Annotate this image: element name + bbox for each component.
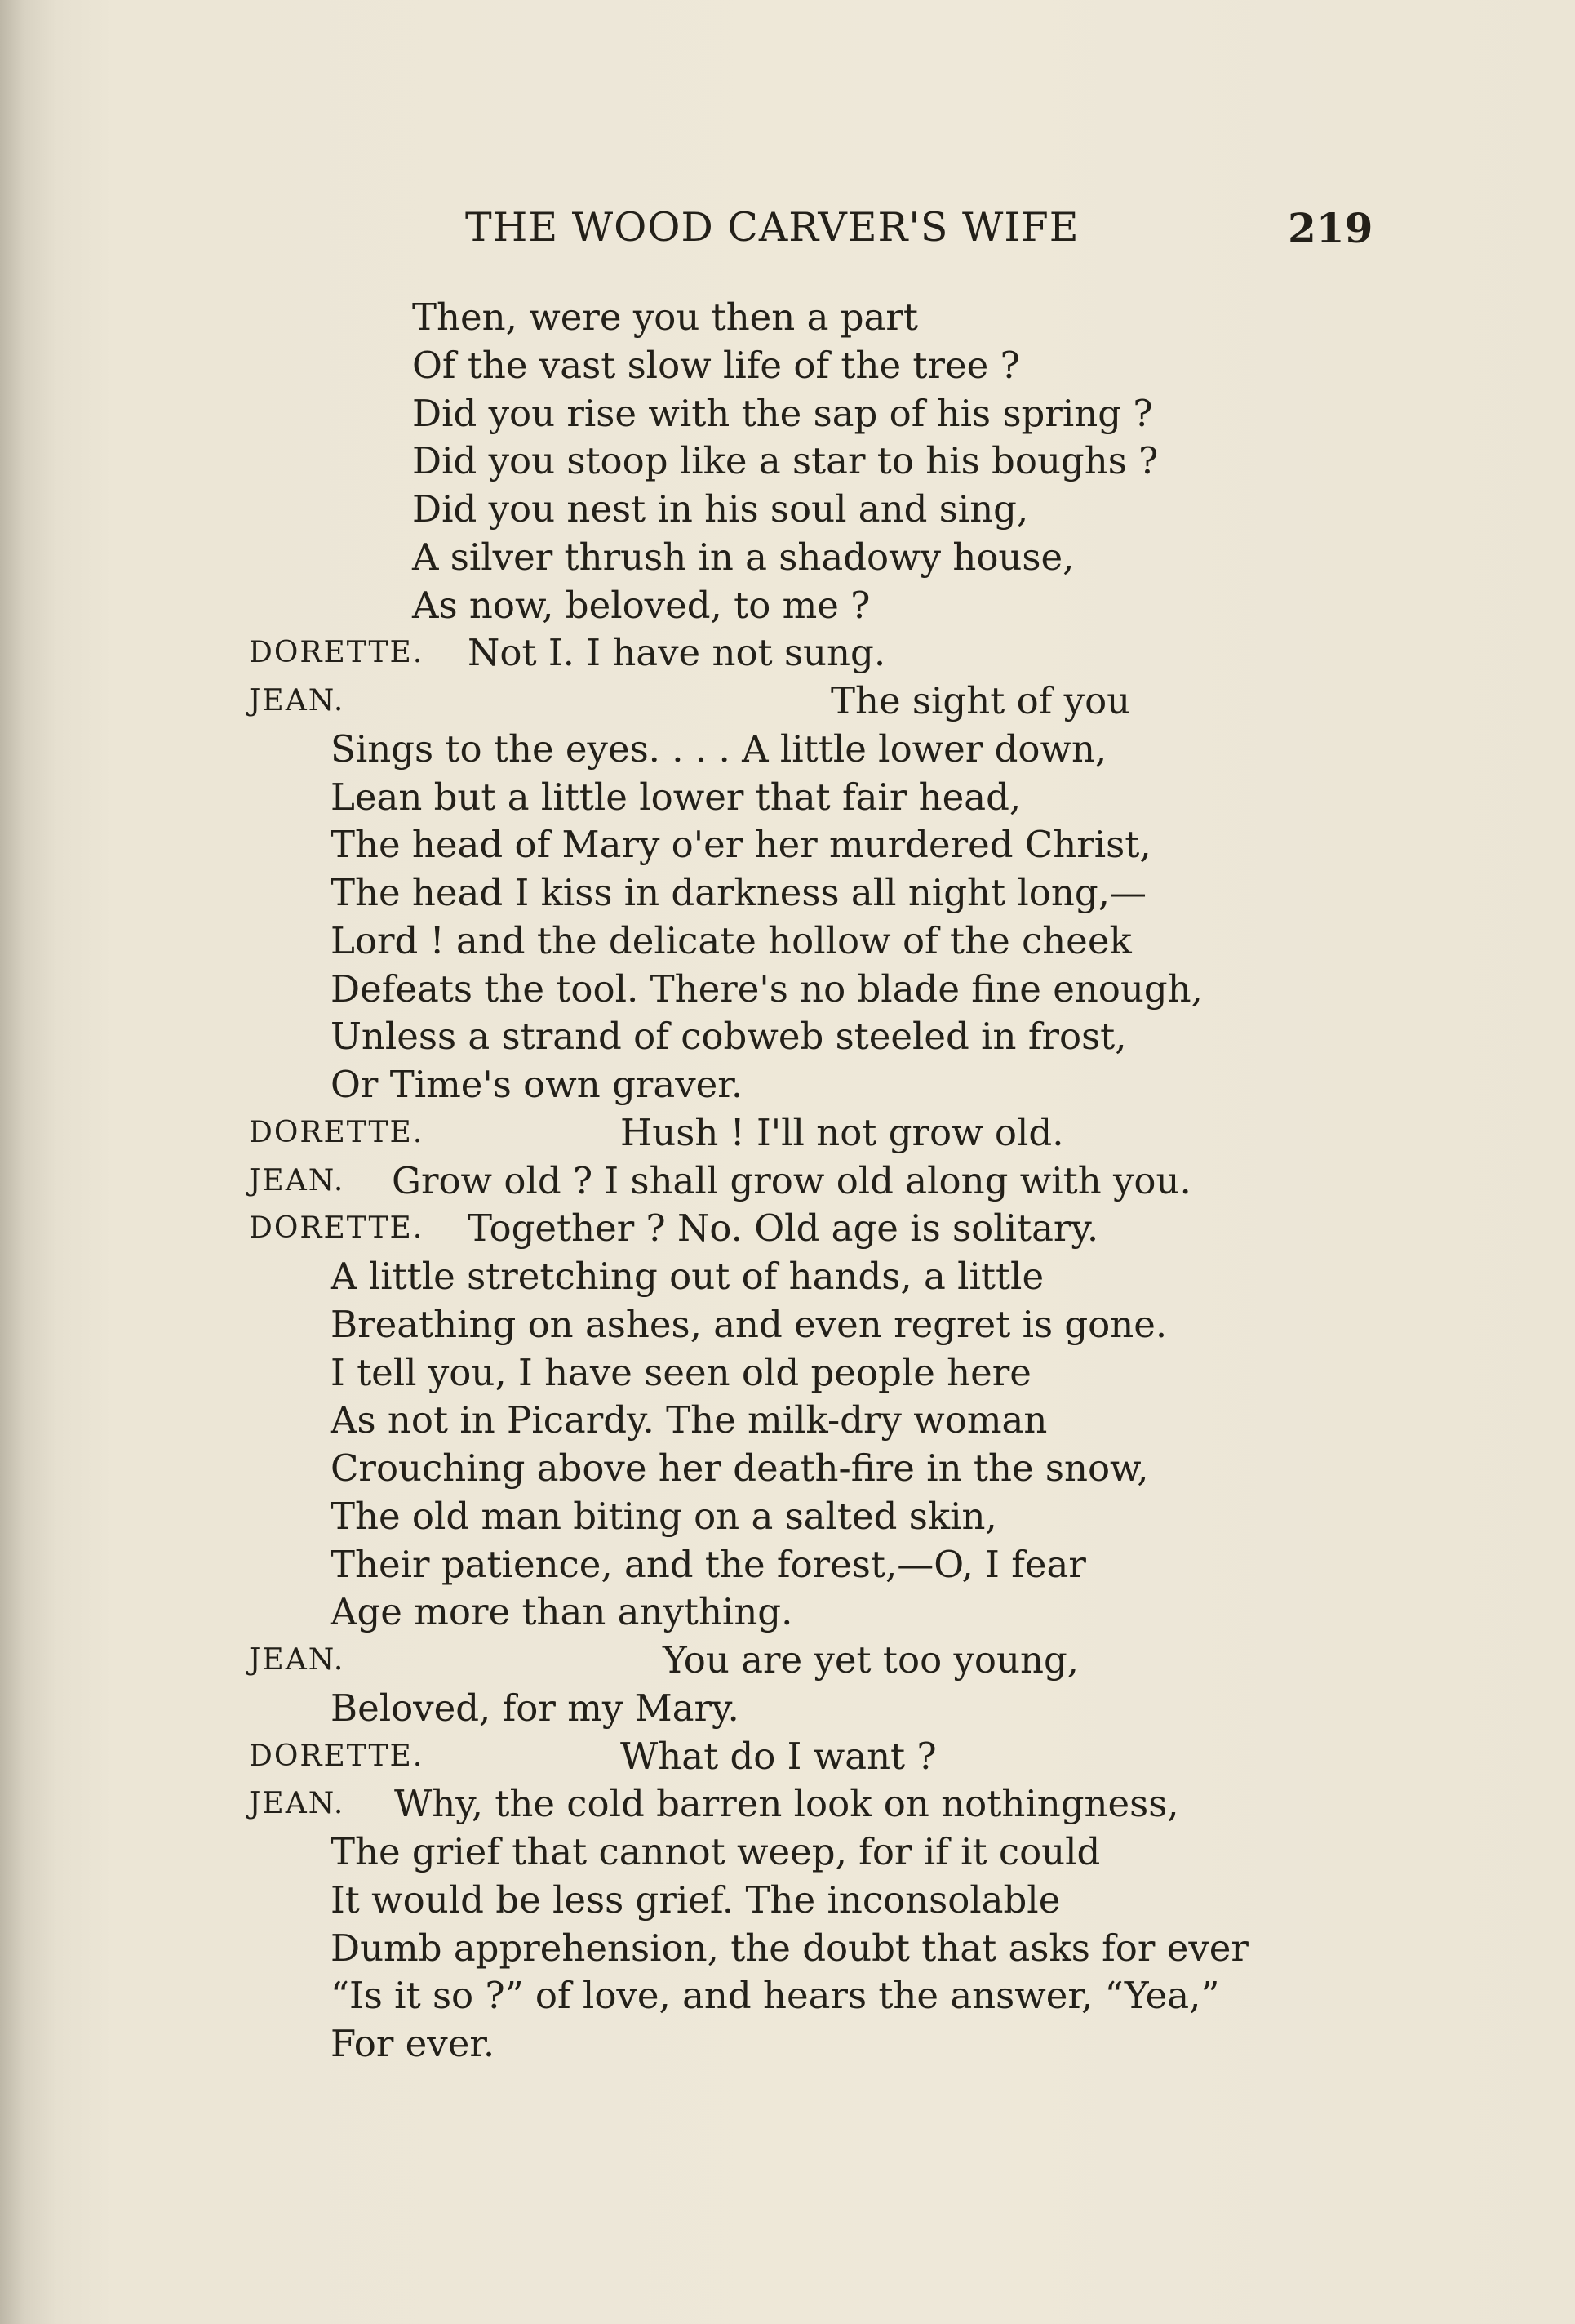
verse-line: The head of Mary o'er her murdered Christ, xyxy=(331,823,1151,867)
verse-line: A silver thrush in a shadowy house, xyxy=(412,535,1075,579)
verse-line: Hush ! I'll not grow old. xyxy=(620,1110,1064,1154)
page-number: 219 xyxy=(1288,204,1373,252)
verse-line: As now, beloved, to me ? xyxy=(412,583,871,627)
verse-line: “Is it so ?” of love, and hears the answer, “Yea,” xyxy=(331,1974,1220,2018)
verse-line: You are yet too young, xyxy=(663,1638,1080,1682)
verse-line: Unless a strand of cobweb steeled in frost, xyxy=(331,1015,1127,1059)
verse-line: What do I want ? xyxy=(620,1734,937,1778)
verse-line: Defeats the tool. There's no blade fine enough, xyxy=(331,966,1203,1011)
speaker-label: DORETTE. xyxy=(249,636,424,670)
verse-line: It would be less grief. The inconsolable xyxy=(331,1877,1061,1922)
verse-line: Together ? No. Old age is solitary. xyxy=(468,1206,1099,1251)
verse-line: Of the vast slow life of the tree ? xyxy=(412,343,1020,387)
verse-line: Crouching above her death-fire in the snow, xyxy=(331,1446,1149,1490)
verse-line: Grow old ? I shall grow old along with you. xyxy=(392,1158,1191,1202)
running-head xyxy=(0,204,1575,261)
verse-line: Beloved, for my Mary. xyxy=(331,1686,739,1730)
verse-line: Why, the cold barren look on nothingness, xyxy=(394,1782,1179,1826)
verse-line: Sings to the eyes. . . . A little lower down, xyxy=(331,727,1107,771)
speaker-label: DORETTE. xyxy=(249,1211,424,1246)
verse-line: As not in Picardy. The milk-dry woman xyxy=(331,1398,1048,1442)
verse-line: Lord ! and the delicate hollow of the cheek xyxy=(331,918,1132,962)
verse-line: A little stretching out of hands, a little xyxy=(331,1255,1045,1298)
verse-line: Then, were you then a part xyxy=(412,295,918,339)
speaker-label: JEAN. xyxy=(249,1163,345,1198)
speaker-label: JEAN. xyxy=(249,684,345,718)
verse-line: Did you stoop like a star to his boughs ? xyxy=(412,439,1159,483)
running-title: THE WOOD CARVER'S WIFE xyxy=(465,204,1080,251)
verse-line: Age more than anything. xyxy=(331,1590,793,1634)
verse-line: For ever. xyxy=(331,2022,495,2065)
verse-line: Did you nest in his soul and sing, xyxy=(412,487,1029,531)
verse-line: Breathing on ashes, and even regret is gone. xyxy=(331,1302,1168,1346)
verse-line: Lean but a little lower that fair head, xyxy=(331,775,1022,819)
verse-line: The grief that cannot weep, for if it could xyxy=(331,1830,1101,1873)
verse-line: Dumb apprehension, the doubt that asks for ever xyxy=(331,1926,1249,1970)
speaker-label: DORETTE. xyxy=(249,1739,424,1773)
verse-line: I tell you, I have seen old people here xyxy=(331,1350,1032,1394)
verse-line: Did you rise with the sap of his spring ? xyxy=(412,391,1153,435)
verse-line: The sight of you xyxy=(831,679,1131,722)
verse-line: The head I kiss in darkness all night long,— xyxy=(331,871,1147,914)
verse-line: Not I. I have not sung. xyxy=(468,631,886,675)
verse-line: The old man biting on a salted skin, xyxy=(331,1494,997,1538)
speaker-label: DORETTE. xyxy=(249,1115,424,1149)
verse-line: Or Time's own graver. xyxy=(331,1063,743,1106)
speaker-label: JEAN. xyxy=(249,1787,345,1821)
speaker-label: JEAN. xyxy=(249,1643,345,1677)
verse-line: Their patience, and the forest,—O, I fear xyxy=(331,1542,1086,1586)
